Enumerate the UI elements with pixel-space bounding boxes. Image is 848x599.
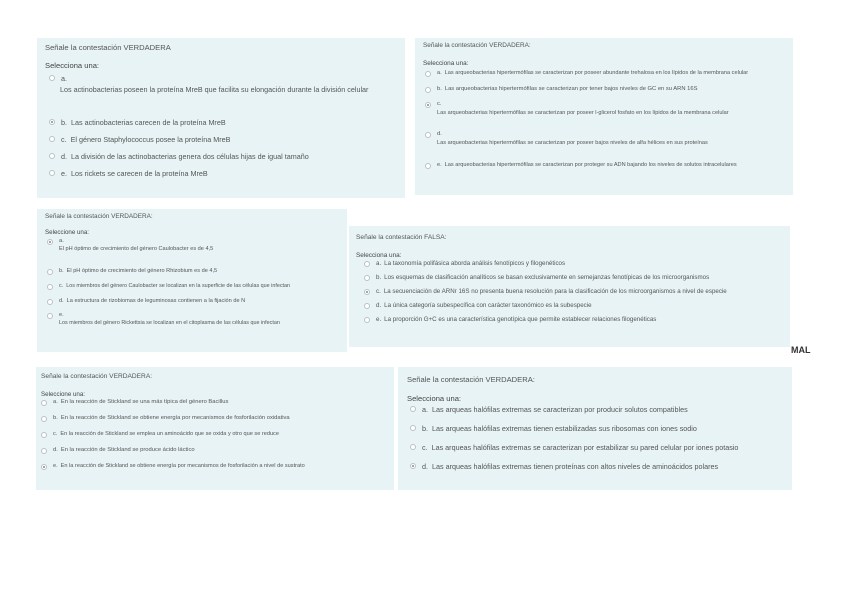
select-prompt: Selecciona una: — [407, 394, 462, 403]
option-c[interactable] — [364, 288, 783, 295]
option-letter: d. — [422, 462, 428, 471]
radio-button[interactable] — [47, 299, 53, 305]
option-letter: c. — [422, 443, 428, 452]
option-d[interactable] — [41, 447, 389, 454]
option-text: Las arqueas halófilas extremas se caracterizan por producir solutos compatibles — [432, 405, 688, 414]
option-text: La taxonomía polifásica aborda análisis fenotípicos y filogenéticos — [384, 260, 566, 267]
radio-button[interactable] — [364, 303, 370, 309]
option-e[interactable] — [41, 463, 389, 470]
option-text: Las arqueobacterias hipertermófilas se caracterizan por poseer l-glicerol fosfato en los lípidos de la membrana celular — [437, 110, 729, 116]
option-text: En la reacción de Stickland se obtiene energía por mecanismos de fosforilación a nivel de sustrato — [60, 463, 305, 469]
option-d[interactable] — [47, 298, 339, 305]
option-letter: b. — [59, 268, 64, 274]
question-title: Señale la contestación VERDADERA: — [407, 375, 535, 384]
option-letter: a. — [61, 74, 67, 83]
option-d[interactable] — [364, 302, 783, 309]
option-text: La proporción G+C es una característica genotípica que permite establecer relaciones filogenéticas — [384, 316, 657, 323]
option-letter: d. — [437, 131, 442, 137]
option-text: Las arqueas halófilas extremas tienen proteínas con altos niveles de aminoácidos polares — [432, 462, 719, 471]
question-panel-3 — [37, 209, 347, 352]
radio-button[interactable] — [41, 432, 47, 438]
option-text: Las arqueobacterias hipertermófilas se caracterizan por poseer bajos niveles de alfa hélices en sus proteínas — [437, 140, 708, 146]
option-letter: c. — [376, 288, 381, 295]
option-a[interactable] — [49, 74, 397, 83]
radio-button[interactable] — [47, 284, 53, 290]
option-text: Los miembros del género Caulobacter se localizan en la superficie de las células que infectan — [66, 283, 291, 289]
option-text: En la reacción de Stickland se obtiene energía por mecanismos de fosforilación oxidativa — [60, 415, 290, 421]
option-letter: d. — [53, 447, 58, 453]
radio-button[interactable] — [425, 132, 431, 138]
option-text: Los rickets se carecen de la proteína MreB — [71, 169, 208, 178]
question-panel-6 — [398, 367, 792, 490]
option-a[interactable] — [410, 405, 783, 414]
radio-button[interactable] — [410, 425, 416, 431]
option-e[interactable] — [49, 169, 397, 178]
radio-button[interactable] — [364, 261, 370, 267]
option-text: El pH óptimo de crecimiento del género Caulobacter es de 4,5 — [59, 246, 214, 252]
option-b[interactable] — [410, 424, 783, 433]
option-a[interactable] — [364, 260, 783, 267]
radio-button[interactable] — [41, 400, 47, 406]
mal-label: MAL — [791, 345, 811, 355]
option-c-text — [437, 110, 785, 116]
option-text: La estructura de rizobiomas de leguminosas contienen a la fijación de N — [66, 298, 246, 304]
question-panel-2 — [415, 38, 793, 195]
question-panel-4 — [349, 226, 790, 347]
select-prompt: Seleccione una: — [45, 229, 90, 236]
radio-button[interactable] — [425, 71, 431, 77]
option-text: Los actinobacterias poseen la proteína MreB que facilita su elongación durante la división celular — [60, 85, 369, 94]
radio-button-selected[interactable] — [49, 119, 55, 125]
option-text: El pH óptimo de crecimiento del género Rhizobium es de 4,5 — [66, 268, 218, 274]
option-letter: c. — [59, 283, 64, 289]
radio-button[interactable] — [49, 153, 55, 159]
option-letter: e. — [53, 463, 58, 469]
radio-button[interactable] — [49, 136, 55, 142]
option-d[interactable] — [425, 131, 785, 138]
option-text: La secuenciación de ARNr 16S no presenta buena resolución para la clasificación de los microorganismos a nivel de especie — [383, 288, 727, 295]
option-b[interactable] — [364, 274, 783, 281]
radio-button[interactable] — [47, 269, 53, 275]
option-text: La única categoría subespecífica con carácter taxonómico es la subespecie — [384, 302, 592, 309]
option-e[interactable] — [47, 312, 339, 319]
radio-button[interactable] — [41, 416, 47, 422]
option-letter: a. — [376, 260, 382, 267]
question-title: Señale la contestación VERDADERA — [45, 43, 171, 52]
option-a-text — [59, 246, 339, 252]
option-text: Las arqueobacterias hipertermófilas se caracterizan por proteger su ADN bajando los niveles de solutos intracelulares — [444, 162, 737, 168]
option-text: La división de las actinobacterias genera dos células hijas de igual tamaño — [71, 152, 309, 161]
option-letter: e. — [61, 169, 67, 178]
option-letter: b. — [376, 274, 382, 281]
option-text: En la reacción de Stickland se emplea un aminoácido que se oxida y otro que se reduce — [60, 431, 279, 437]
option-text: El género Staphylococcus posee la proteína MreB — [70, 135, 231, 144]
radio-button-selected[interactable] — [47, 239, 53, 245]
option-letter: b. — [422, 424, 428, 433]
radio-button[interactable] — [410, 444, 416, 450]
option-d-text — [437, 140, 785, 146]
question-panel-1 — [37, 38, 405, 198]
option-text: Los miembros del género Rickettsia se localizan en el citoplasma de las células que infectan — [59, 320, 280, 326]
option-letter: e. — [59, 312, 64, 318]
option-a[interactable] — [425, 70, 785, 77]
question-title: Señale la contestación VERDADERA: — [41, 373, 153, 380]
option-text: Las arqueas halófilas extremas tienen estabilizadas sus ribosomas con iones sodio — [432, 424, 697, 433]
option-b[interactable] — [47, 268, 339, 275]
option-letter: d. — [376, 302, 382, 309]
option-text: Las arqueobacterias hipertermófilas se caracterizan por poseer abundante trehalosa en los lípidos de la membrana celular — [444, 70, 749, 76]
option-text: En la reacción de Stickland se produce ácido láctico — [60, 447, 195, 453]
select-prompt: Selecciona una: — [45, 61, 100, 70]
question-title: Señale la contestación VERDADERA: — [45, 213, 153, 220]
option-e[interactable] — [364, 316, 783, 323]
option-d[interactable] — [410, 462, 783, 471]
question-panel-5 — [36, 367, 394, 490]
option-letter: b. — [53, 415, 58, 421]
radio-button[interactable] — [410, 406, 416, 412]
radio-button[interactable] — [425, 87, 431, 93]
option-text: En la reacción de Stickland se una más típica del género Bacillus — [60, 399, 229, 405]
radio-button-selected[interactable] — [364, 289, 370, 295]
radio-button[interactable] — [425, 163, 431, 169]
option-a[interactable] — [41, 399, 389, 406]
option-c[interactable] — [47, 283, 339, 290]
radio-button-selected[interactable] — [410, 463, 416, 469]
option-letter: d. — [59, 298, 64, 304]
option-letter: a. — [59, 238, 64, 244]
radio-button-selected[interactable] — [425, 102, 431, 108]
question-title: Señale la contestación VERDADERA: — [423, 42, 531, 49]
radio-button[interactable] — [364, 317, 370, 323]
option-letter: d. — [61, 152, 67, 161]
option-c[interactable] — [410, 443, 783, 452]
option-letter: c. — [53, 431, 58, 437]
radio-button[interactable] — [49, 75, 55, 81]
option-b[interactable] — [49, 118, 397, 127]
option-letter: a. — [422, 405, 428, 414]
option-text: Las actinobacterias carecen de la proteína MreB — [71, 118, 226, 127]
select-prompt: Selecciona una: — [423, 60, 469, 67]
option-letter: a. — [437, 70, 442, 76]
radio-button[interactable] — [49, 170, 55, 176]
radio-button[interactable] — [47, 313, 53, 319]
option-text: Las arqueas halófilas extremas se caracterizan por estabilizar su pared celular por iones potasio — [431, 443, 739, 452]
option-b[interactable] — [425, 86, 785, 93]
option-letter: e. — [437, 162, 442, 168]
option-letter: b. — [61, 118, 67, 127]
option-a[interactable] — [47, 238, 339, 245]
option-letter: b. — [437, 86, 442, 92]
option-a-text — [60, 85, 397, 94]
option-b[interactable] — [41, 415, 389, 422]
option-letter: a. — [53, 399, 58, 405]
option-c[interactable] — [425, 101, 785, 108]
option-c[interactable] — [41, 431, 389, 438]
radio-button-selected[interactable] — [41, 464, 47, 470]
option-text: Las arqueobacterias hipertermófilas se caracterizan por tener bajos niveles de GC en su ARN 16S — [444, 86, 698, 92]
radio-button[interactable] — [364, 275, 370, 281]
option-d[interactable] — [49, 152, 397, 161]
option-e[interactable] — [425, 162, 785, 169]
option-letter: c. — [437, 101, 442, 107]
option-e-text — [59, 320, 339, 326]
option-letter: e. — [376, 316, 382, 323]
select-prompt: Selecciona una: — [356, 252, 402, 259]
radio-button[interactable] — [41, 448, 47, 454]
option-text: Los esquemas de clasificación analíticos se basan exclusivamente en semejanzas fenotípicas de los microorganismos — [384, 274, 710, 281]
option-letter: c. — [61, 135, 67, 144]
option-c[interactable] — [49, 135, 397, 144]
question-title: Señale la contestación FALSA: — [356, 234, 447, 241]
select-prompt: Seleccione una: — [41, 391, 86, 398]
